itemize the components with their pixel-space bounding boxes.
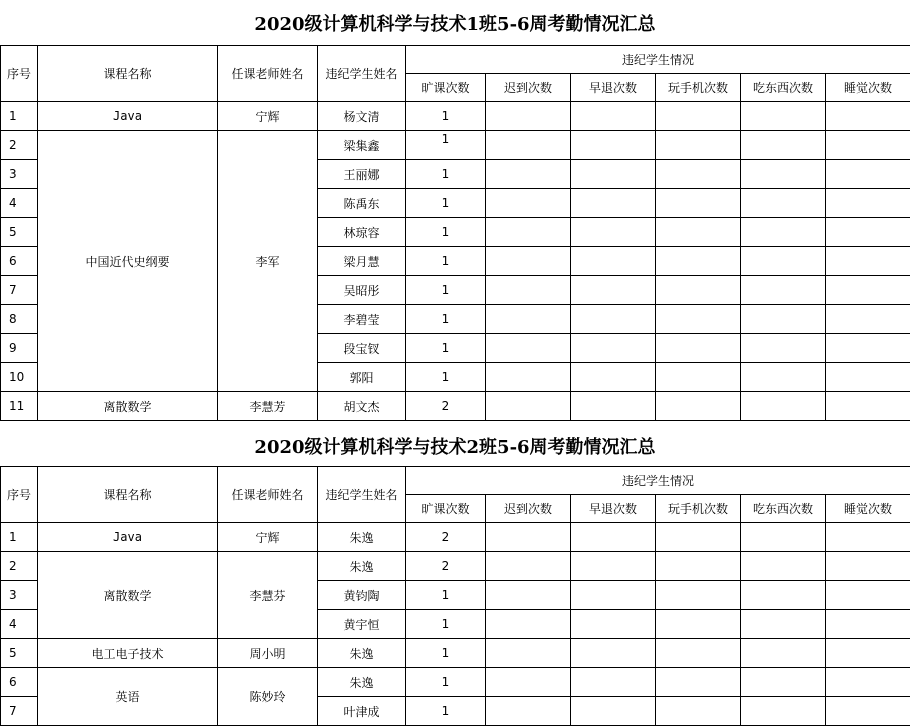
- row-no: 8: [1, 305, 38, 334]
- row-teacher: 李军: [218, 131, 318, 392]
- header-eat: 吃东西次数: [741, 495, 826, 523]
- row-no: 6: [1, 668, 38, 697]
- header-eat: 吃东西次数: [741, 74, 826, 102]
- row-student: 叶津成: [318, 697, 406, 726]
- row-student: 梁月慧: [318, 247, 406, 276]
- row-no: 6: [1, 247, 38, 276]
- header-sleep: 睡觉次数: [826, 74, 910, 102]
- row-course: 离散数学: [38, 552, 218, 639]
- row-course: 中国近代史纲要: [38, 131, 218, 392]
- row-student: 朱逸: [318, 639, 406, 668]
- row-absent: 1: [406, 610, 486, 639]
- section-2-title: 2020级计算机科学与技术2班5-6周考勤情况汇总: [254, 437, 656, 458]
- table-row: [1, 552, 910, 581]
- row-student: 王丽娜: [318, 160, 406, 189]
- attendance-table-1: [0, 45, 910, 421]
- row-teacher: 陈妙玲: [218, 668, 318, 726]
- table-row: [1, 102, 910, 131]
- section-1-title: 2020级计算机科学与技术1班5-6周考勤情况汇总: [254, 14, 656, 35]
- header-teacher: 任课老师姓名: [218, 467, 318, 523]
- row-absent: 1: [406, 581, 486, 610]
- row-absent: 1: [406, 363, 486, 392]
- table-row: [1, 668, 910, 697]
- row-no: 5: [1, 639, 38, 668]
- row-absent: 1: [406, 160, 486, 189]
- row-no: 2: [1, 131, 38, 160]
- row-course: 离散数学: [38, 392, 218, 421]
- row-course: 英语: [38, 668, 218, 726]
- row-no: 1: [1, 102, 38, 131]
- row-student: 朱逸: [318, 552, 406, 581]
- header-violations: 违纪学生情况: [406, 46, 910, 74]
- row-early: [571, 102, 656, 131]
- row-student: 胡文杰: [318, 392, 406, 421]
- row-no: 3: [1, 160, 38, 189]
- header-course: 课程名称: [38, 467, 218, 523]
- row-student: 段宝钗: [318, 334, 406, 363]
- header-violations: 违纪学生情况: [406, 467, 910, 495]
- row-no: 5: [1, 218, 38, 247]
- row-teacher: 周小明: [218, 639, 318, 668]
- header-early: 早退次数: [571, 495, 656, 523]
- header-student: 违纪学生姓名: [318, 467, 406, 523]
- row-eat: [741, 102, 826, 131]
- row-student: 李碧莹: [318, 305, 406, 334]
- row-student: 朱逸: [318, 668, 406, 697]
- row-no: 1: [1, 523, 38, 552]
- attendance-table-2: [0, 466, 910, 726]
- row-phone: [656, 102, 741, 131]
- header-phone: 玩手机次数: [656, 495, 741, 523]
- row-absent: 2: [406, 392, 486, 421]
- header-sleep: 睡觉次数: [826, 495, 910, 523]
- table-row: [1, 523, 910, 552]
- row-no: 11: [1, 392, 38, 421]
- header-no: 序号: [1, 467, 38, 523]
- row-teacher: 李慧芳: [218, 392, 318, 421]
- row-no: 7: [1, 697, 38, 726]
- header-no: 序号: [1, 46, 38, 102]
- row-student: 林琼容: [318, 218, 406, 247]
- header-student: 违纪学生姓名: [318, 46, 406, 102]
- row-student: 杨文清: [318, 102, 406, 131]
- table-row: [1, 639, 910, 668]
- row-absent: 1: [406, 697, 486, 726]
- header-course: 课程名称: [38, 46, 218, 102]
- row-student: 梁集鑫: [318, 131, 406, 160]
- row-absent: 1: [406, 276, 486, 305]
- header-early: 早退次数: [571, 74, 656, 102]
- row-absent: 1: [406, 639, 486, 668]
- row-late: [486, 102, 571, 131]
- header-absent: 旷课次数: [406, 74, 486, 102]
- row-no: 10: [1, 363, 38, 392]
- row-no: 2: [1, 552, 38, 581]
- row-absent: 1: [406, 189, 486, 218]
- row-student: 黄宇恒: [318, 610, 406, 639]
- row-student: 吴昭彤: [318, 276, 406, 305]
- row-no: 3: [1, 581, 38, 610]
- row-course: 电工电子技术: [38, 639, 218, 668]
- row-sleep: [826, 102, 910, 131]
- header-phone: 玩手机次数: [656, 74, 741, 102]
- row-no: 4: [1, 610, 38, 639]
- row-student: 陈禹东: [318, 189, 406, 218]
- row-course: Java: [38, 102, 218, 131]
- row-course: Java: [38, 523, 218, 552]
- row-student: 朱逸: [318, 523, 406, 552]
- row-no: 9: [1, 334, 38, 363]
- row-absent: 2: [406, 552, 486, 581]
- row-teacher: 宁辉: [218, 523, 318, 552]
- row-no: 7: [1, 276, 38, 305]
- row-student: 黄钧陶: [318, 581, 406, 610]
- row-absent: 1: [406, 247, 486, 276]
- row-absent: 1: [406, 334, 486, 363]
- row-absent: 1: [406, 102, 486, 131]
- row-absent: 1: [406, 218, 486, 247]
- row-student: 郭阳: [318, 363, 406, 392]
- row-teacher: 李慧芬: [218, 552, 318, 639]
- header-late: 迟到次数: [486, 74, 571, 102]
- row-absent: 2: [406, 523, 486, 552]
- header-absent: 旷课次数: [406, 495, 486, 523]
- table-row: [1, 392, 910, 421]
- row-absent: 1: [406, 668, 486, 697]
- row-no: 4: [1, 189, 38, 218]
- header-late: 迟到次数: [486, 495, 571, 523]
- header-teacher: 任课老师姓名: [218, 46, 318, 102]
- row-absent: 1: [406, 305, 486, 334]
- row-teacher: 宁辉: [218, 102, 318, 131]
- row-absent: 1: [406, 131, 486, 160]
- table-row: [1, 131, 910, 160]
